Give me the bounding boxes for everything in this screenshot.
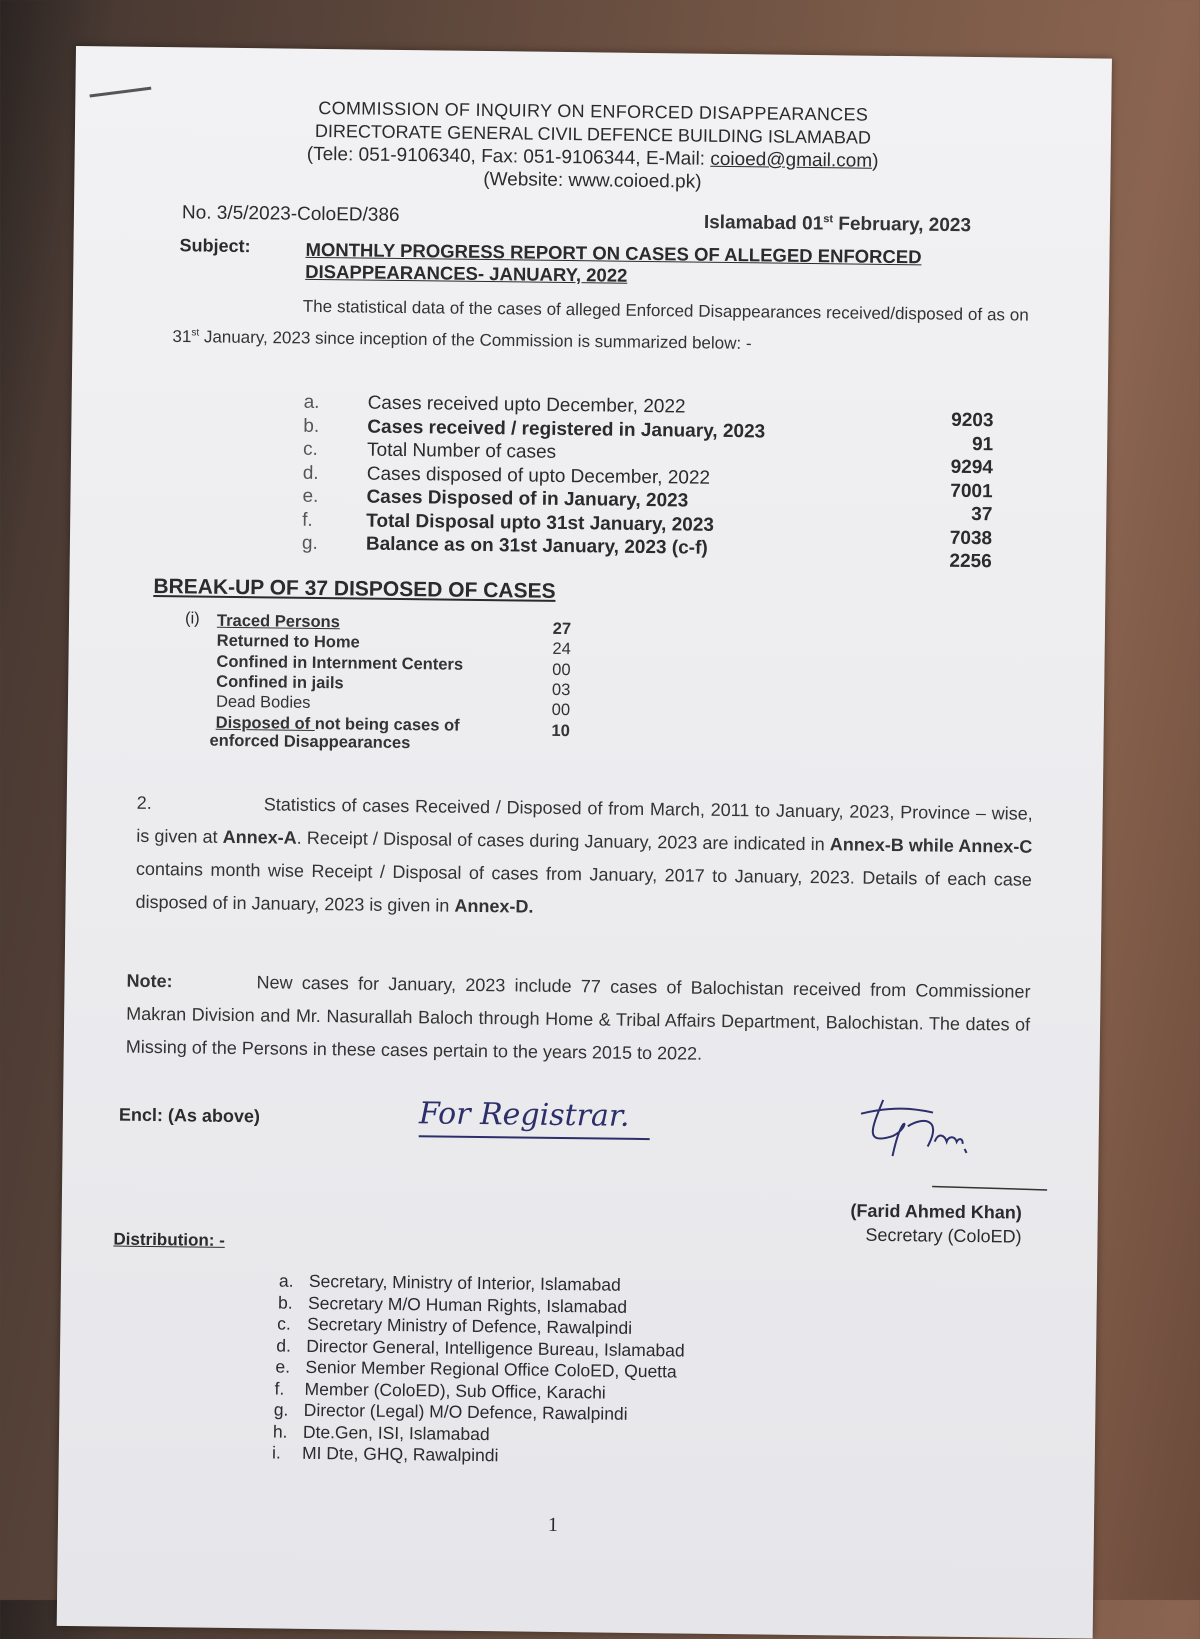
summary-label: Cases Disposed of in January, 2023 — [366, 486, 689, 512]
summary-value: 37 — [971, 503, 993, 526]
summary-label: Cases received / registered in January, 2023 — [367, 416, 766, 442]
summary-label: Cases received upto December, 2022 — [367, 392, 686, 418]
distribution-text: Member (ColoED), Sub Office, Karachi — [304, 1378, 606, 1403]
breakup-value: 00 — [552, 660, 571, 679]
breakup-label-underlined: Disposed of — [215, 713, 315, 733]
contact-text: (Tele: 051-9106340, Fax: 051-9106344, E-Mail: — [306, 143, 711, 170]
summary-key: f. — [302, 509, 313, 531]
date-text: Islamabad 01 — [703, 212, 824, 235]
summary-key: b. — [303, 415, 320, 437]
summary-label: Cases disposed of upto December, 2022 — [366, 463, 711, 489]
para-text-2: . Receipt / Disposal of cases during January, 2023 are indicated in — [296, 827, 830, 855]
email-link[interactable]: coioed@gmail.com — [710, 148, 873, 172]
letterhead — [74, 94, 1111, 199]
subject-text — [305, 239, 1035, 292]
intro-sup: st — [191, 327, 200, 339]
breakup-index: (i) — [184, 609, 200, 628]
summary-key: a. — [303, 391, 320, 414]
breakup-label: Traced Persons — [216, 611, 340, 632]
distribution-key: d. — [276, 1335, 292, 1356]
distribution-text: Dte.Gen, ISI, Islamabad — [302, 1421, 490, 1444]
summary-value: 9294 — [950, 456, 994, 479]
breakup-last-line: enforced Disappearances — [209, 731, 411, 753]
summary-label: Balance as on 31st January, 2023 (c-f) — [365, 533, 708, 559]
breakup-value: 03 — [551, 680, 571, 699]
intro-paragraph — [172, 291, 1029, 361]
note-label: Note: — [126, 970, 173, 992]
distribution-key: f. — [274, 1378, 285, 1399]
para-text-3: contains month wise Receipt / Disposal of cases from January, 2017 to January, 2023. Details of each case disposed of in January, 2023 is given in — [135, 858, 1033, 916]
breakup-label: Confined in jails — [216, 672, 344, 693]
reference-number: No. 3/5/2023-ColoED/386 — [181, 202, 400, 226]
breakup-value: 24 — [552, 640, 571, 659]
signatory-block — [761, 1197, 1022, 1248]
note-paragraph — [126, 965, 1031, 1075]
intro-text-2: January, 2023 since inception of the Commission is summarized below: - — [199, 327, 752, 353]
annex-a: Annex-A — [222, 826, 297, 848]
distribution-key: h. — [272, 1421, 288, 1442]
summary-key: c. — [302, 438, 318, 460]
annex-b-c: Annex-B while Annex-C — [829, 834, 1033, 857]
para-number: 2. — [136, 792, 152, 813]
summary-value: 7038 — [949, 527, 993, 549]
distribution-list — [271, 1270, 779, 1477]
distribution-key: c. — [277, 1313, 291, 1334]
distribution-text: MI Dte, GHQ, Rawalpindi — [301, 1442, 499, 1466]
summary-value: 7001 — [950, 480, 993, 502]
breakup-title: BREAK-UP OF 37 DISPOSED OF CASES — [153, 574, 556, 603]
letter-date — [704, 212, 971, 238]
signatory-title: Secretary (ColoED) — [865, 1224, 1022, 1247]
summary-key: g. — [301, 532, 318, 554]
summary-label: Total Disposal upto 31st January, 2023 — [366, 510, 715, 536]
intro-text: The statistical data of the cases of alleged Enforced Disappearances received/disposed of as on 31 — [172, 296, 1029, 347]
distribution-text: Senior Member Regional Office ColoED, Quetta — [305, 1356, 677, 1382]
distribution-key: i. — [271, 1442, 281, 1463]
distribution-key: a. — [278, 1270, 294, 1291]
signature — [852, 1096, 1053, 1198]
summary-value: 2256 — [949, 550, 992, 573]
note-text: New cases for January, 2023 include 77 cases of Balochistan received from Commissioner Makran Division and Mr. Nasurallah Baloch through Home & Tribal Affairs Department, Balochistan. The dates of Missing of the Persons in these cases pertain to the years 2015 to 2022. — [125, 972, 1031, 1064]
para-text: Statistics of cases Received / Disposed of from March, 2011 to January, 2023, Province – wise, is given at — [136, 794, 1033, 847]
paragraph-2 — [135, 787, 1033, 930]
subject-line-1: MONTHLY PROGRESS REPORT ON CASES OF ALLEGED ENFORCED — [305, 238, 922, 268]
distribution-text: Secretary M/O Human Rights, Islamabad — [307, 1292, 628, 1317]
org-address: DIRECTORATE GENERAL CIVIL DEFENCE BUILDING ISLAMABAD — [314, 120, 872, 148]
enclosure: Encl: (As above) — [118, 1104, 261, 1127]
distribution-text: Director (Legal) M/O Defence, Rawalpindi — [303, 1399, 628, 1424]
subject-line-2: DISAPPEARANCES- JANUARY, 2022 — [305, 260, 628, 286]
summary-table — [302, 391, 1024, 580]
summary-key: e. — [302, 485, 319, 507]
org-website: (Website: www.coioed.pk) — [483, 168, 702, 193]
summary-value: 91 — [971, 433, 994, 455]
summary-value: 9203 — [951, 409, 994, 432]
contact-suffix: ) — [872, 150, 879, 172]
signatory-name: (Farid Ahmed Khan) — [850, 1200, 1022, 1223]
breakup-value: 00 — [551, 701, 571, 720]
summary-key: d. — [302, 462, 319, 484]
breakup-label: Confined in Internment Centers — [216, 652, 464, 674]
distribution-key: g. — [273, 1399, 289, 1420]
distribution-text: Secretary, Ministry of Interior, Islamabad — [308, 1270, 621, 1295]
document-page — [57, 46, 1112, 1639]
org-name: COMMISSION OF INQUIRY ON ENFORCED DISAPPEARANCES — [318, 97, 869, 125]
distribution-key: b. — [277, 1292, 293, 1313]
breakup-label-rest: not being cases of — [314, 714, 460, 735]
breakup-value: 10 — [551, 721, 570, 740]
page-number: 1 — [547, 1513, 559, 1536]
breakup-label: Returned to Home — [216, 632, 360, 652]
annex-d: Annex-D. — [454, 895, 534, 917]
distribution-label: Distribution: - — [113, 1229, 225, 1250]
subject-label: Subject: — [179, 235, 251, 257]
distribution-key: e. — [275, 1356, 291, 1377]
date-text-2: February, 2023 — [832, 213, 972, 237]
date-sup: st — [823, 213, 834, 226]
summary-label: Total Number of cases — [366, 439, 557, 463]
handwritten-note: For Registrar. — [419, 1096, 650, 1140]
breakup-value: 27 — [552, 619, 572, 639]
distribution-text: Secretary Ministry of Defence, Rawalpindi — [307, 1313, 633, 1338]
distribution-text: Director General, Intelligence Bureau, Islamabad — [306, 1335, 685, 1361]
breakup-label: Dead Bodies — [215, 692, 311, 713]
